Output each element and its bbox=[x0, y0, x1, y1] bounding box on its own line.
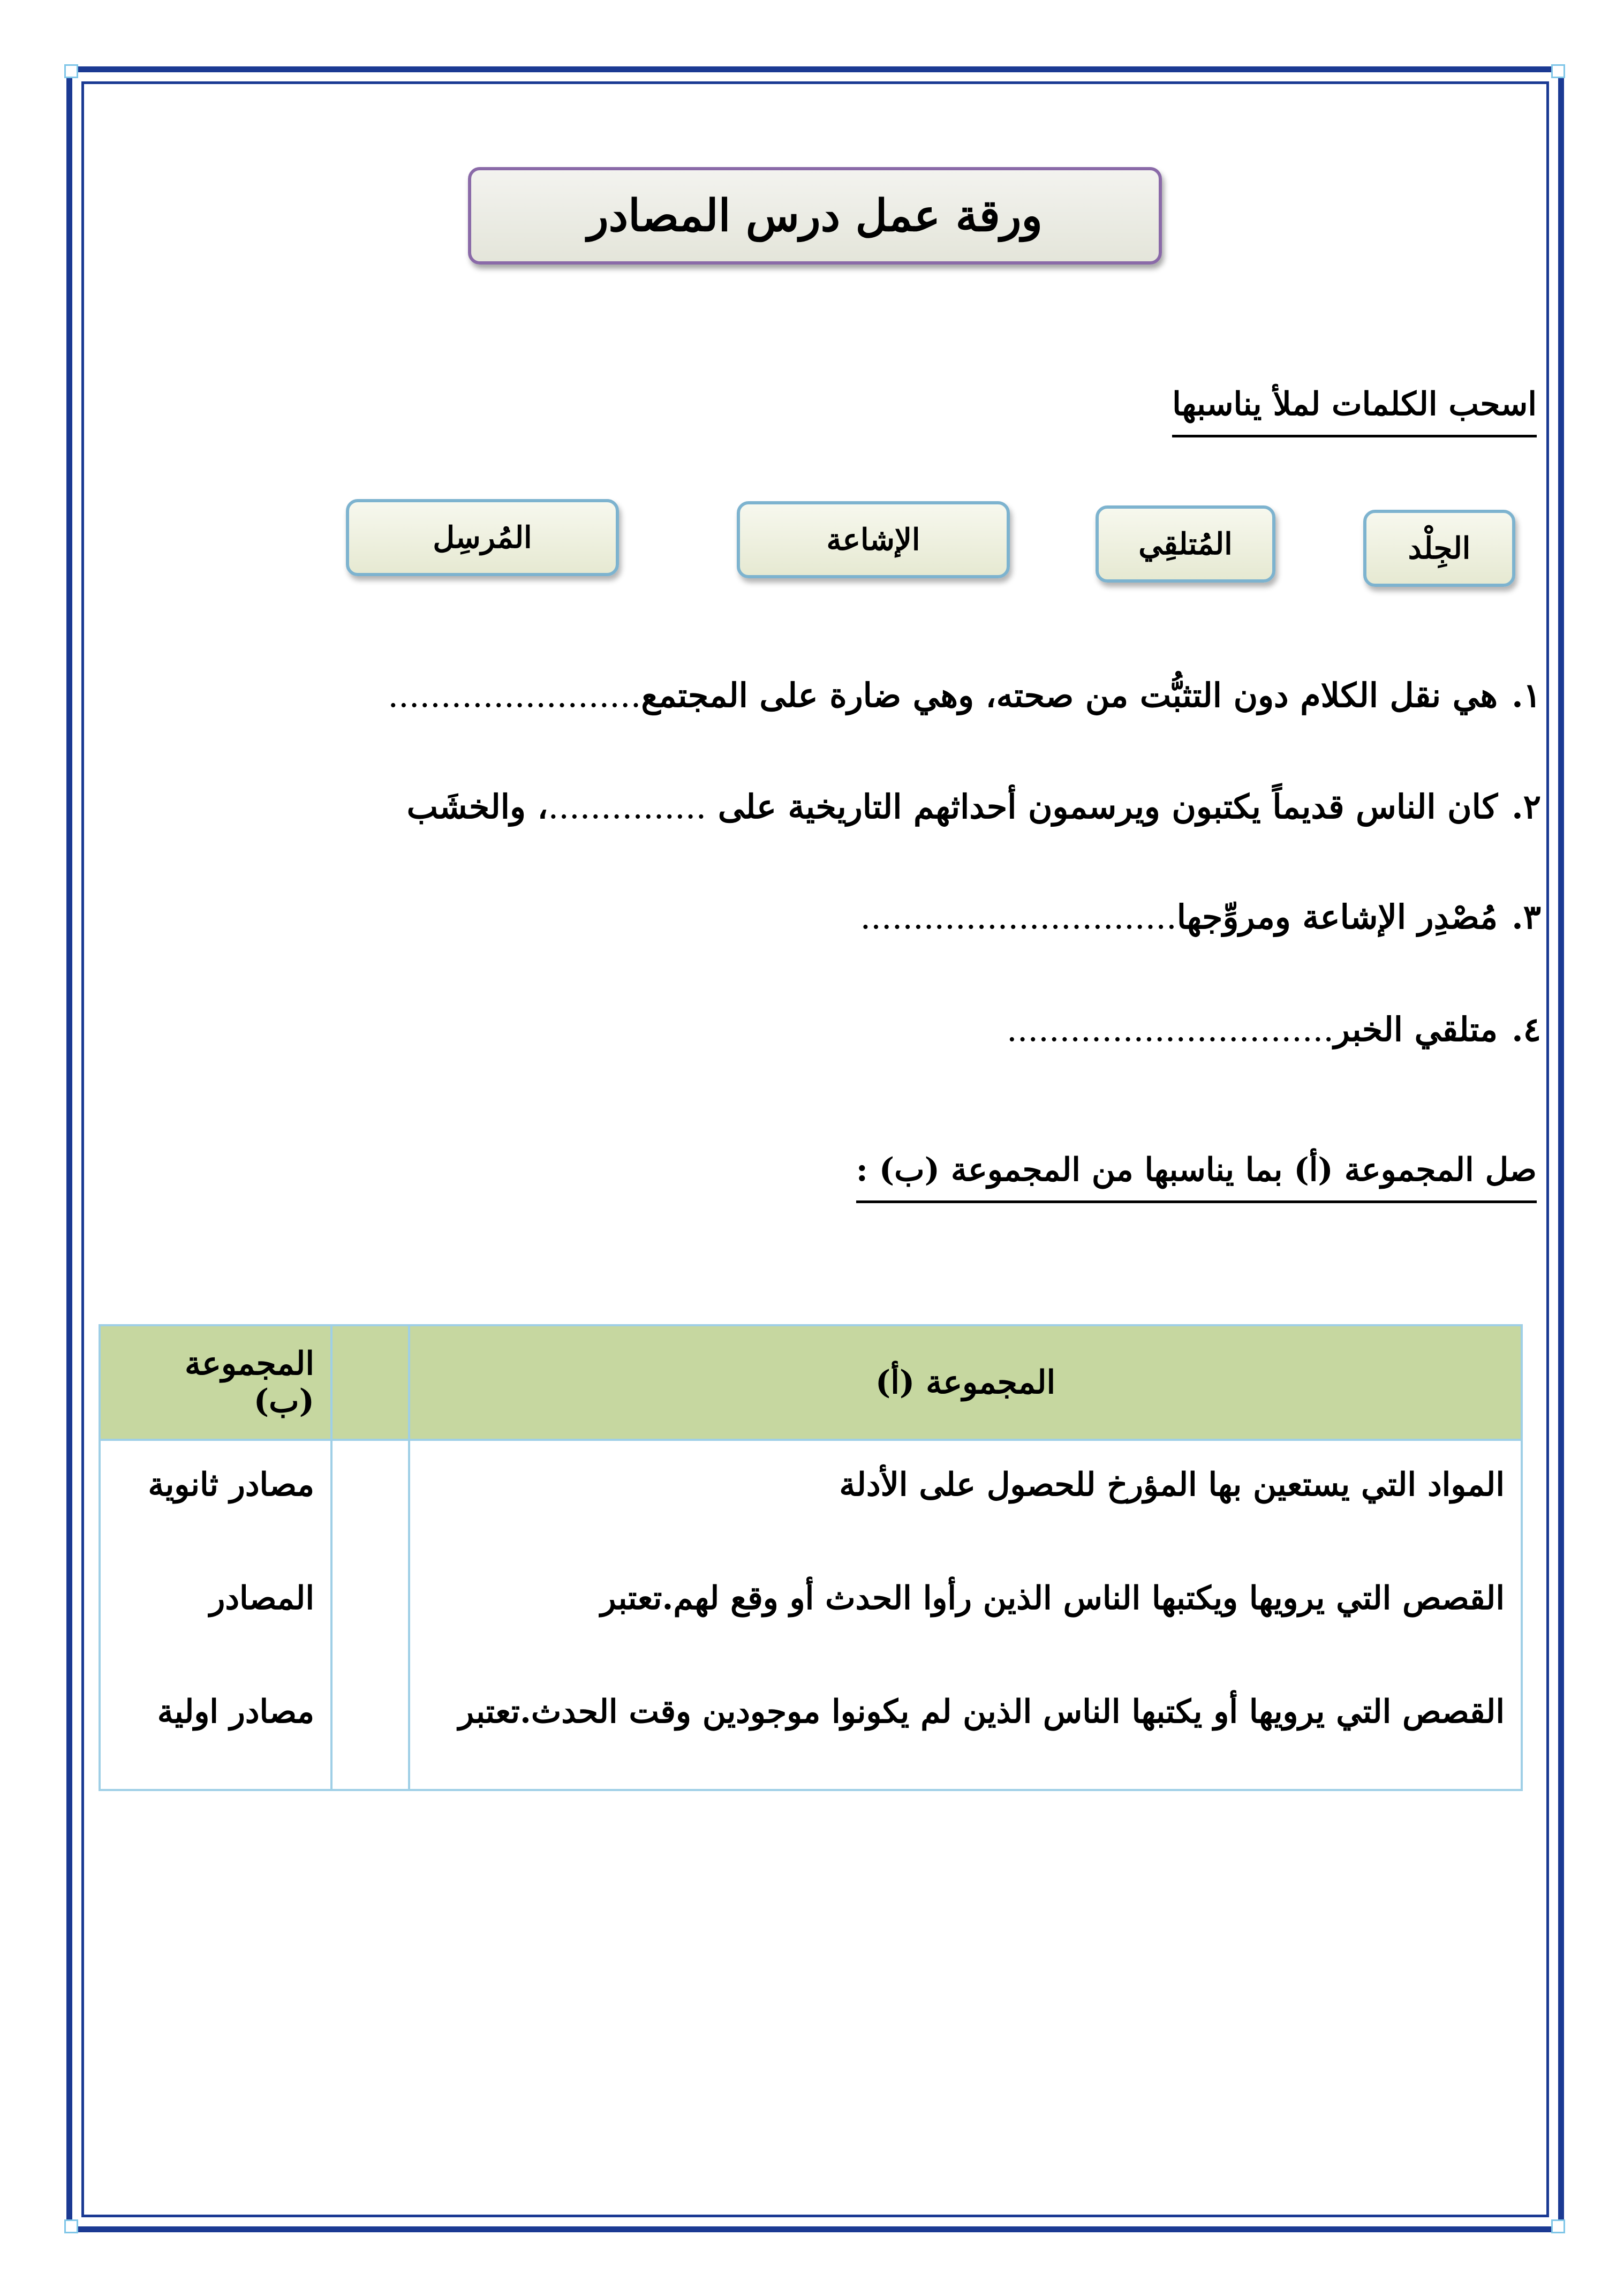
corner-mark bbox=[1551, 2219, 1565, 2233]
corner-mark bbox=[64, 2219, 78, 2233]
drop-blank[interactable]: ........................ bbox=[388, 676, 641, 715]
group-b-item[interactable]: مصادر ثانوية bbox=[148, 1466, 314, 1504]
question-text: متلقي الخبر bbox=[1333, 1010, 1498, 1049]
question-2 bbox=[407, 787, 1541, 826]
drag-word-receiver[interactable]: المُتلقِي bbox=[1096, 505, 1275, 583]
question-text: كان الناس قديماً يكتبون ويرسمون أحداثهم التاريخية على bbox=[717, 787, 1498, 826]
table-row bbox=[100, 1440, 1522, 1790]
drop-blank[interactable]: .............................. bbox=[860, 897, 1177, 936]
question-4 bbox=[1007, 1010, 1541, 1049]
question-number: ٣. bbox=[1512, 897, 1541, 936]
question-number: ٢. bbox=[1512, 787, 1541, 826]
question-number: ١. bbox=[1512, 676, 1541, 715]
drop-blank[interactable]: ............... bbox=[548, 787, 707, 826]
matching-instructions-heading: صل المجموعة (أ) بما يناسبها من المجموعة (ب) : bbox=[856, 1151, 1537, 1203]
drag-instructions-heading: اسحب الكلمات لملأ يناسبها bbox=[1172, 386, 1537, 437]
drag-word-skin[interactable]: الجِلْد bbox=[1363, 510, 1515, 587]
matching-table bbox=[99, 1324, 1523, 1791]
group-a-cell bbox=[409, 1440, 1522, 1790]
table-header-row bbox=[100, 1325, 1522, 1440]
corner-mark bbox=[1551, 64, 1565, 78]
question-text: هي نقل الكلام دون التثبُّت من صحته، وهي ضارة على المجتمع bbox=[641, 676, 1498, 715]
drag-word-sender[interactable]: المُرسِل bbox=[346, 499, 619, 576]
group-b-cell bbox=[100, 1440, 331, 1790]
question-number: ٤. bbox=[1512, 1010, 1541, 1049]
question-3 bbox=[860, 897, 1541, 936]
group-a-item[interactable]: القصص التي يرويها أو يكتبها الناس الذين لم يكونوا موجودين وقت الحدث.تعتبر bbox=[458, 1693, 1505, 1731]
question-text-end: ، والخشَب bbox=[406, 787, 548, 826]
worksheet-title: ورقة عمل درس المصادر bbox=[468, 167, 1162, 265]
connector-cell[interactable] bbox=[331, 1440, 409, 1790]
corner-mark bbox=[64, 64, 78, 78]
connector-column-header bbox=[331, 1325, 409, 1440]
group-b-item[interactable]: المصادر bbox=[209, 1580, 314, 1617]
group-b-header: المجموعة (ب) bbox=[100, 1325, 331, 1440]
group-a-header: المجموعة (أ) bbox=[409, 1325, 1522, 1440]
drop-blank[interactable]: ............................... bbox=[1007, 1010, 1334, 1049]
drag-word-rumor[interactable]: الإشاعة bbox=[737, 501, 1010, 578]
group-a-item[interactable]: القصص التي يرويها ويكتبها الناس الذين رأوا الحدث أو وقع لهم.تعتبر bbox=[600, 1580, 1505, 1617]
question-1 bbox=[388, 676, 1541, 715]
group-a-item[interactable]: المواد التي يستعين بها المؤرخ للحصول على الأدلة bbox=[839, 1466, 1505, 1504]
question-text: مُصْدِر الإشاعة ومروِّجها bbox=[1176, 897, 1498, 936]
group-b-item[interactable]: مصادر اولية bbox=[157, 1693, 314, 1731]
